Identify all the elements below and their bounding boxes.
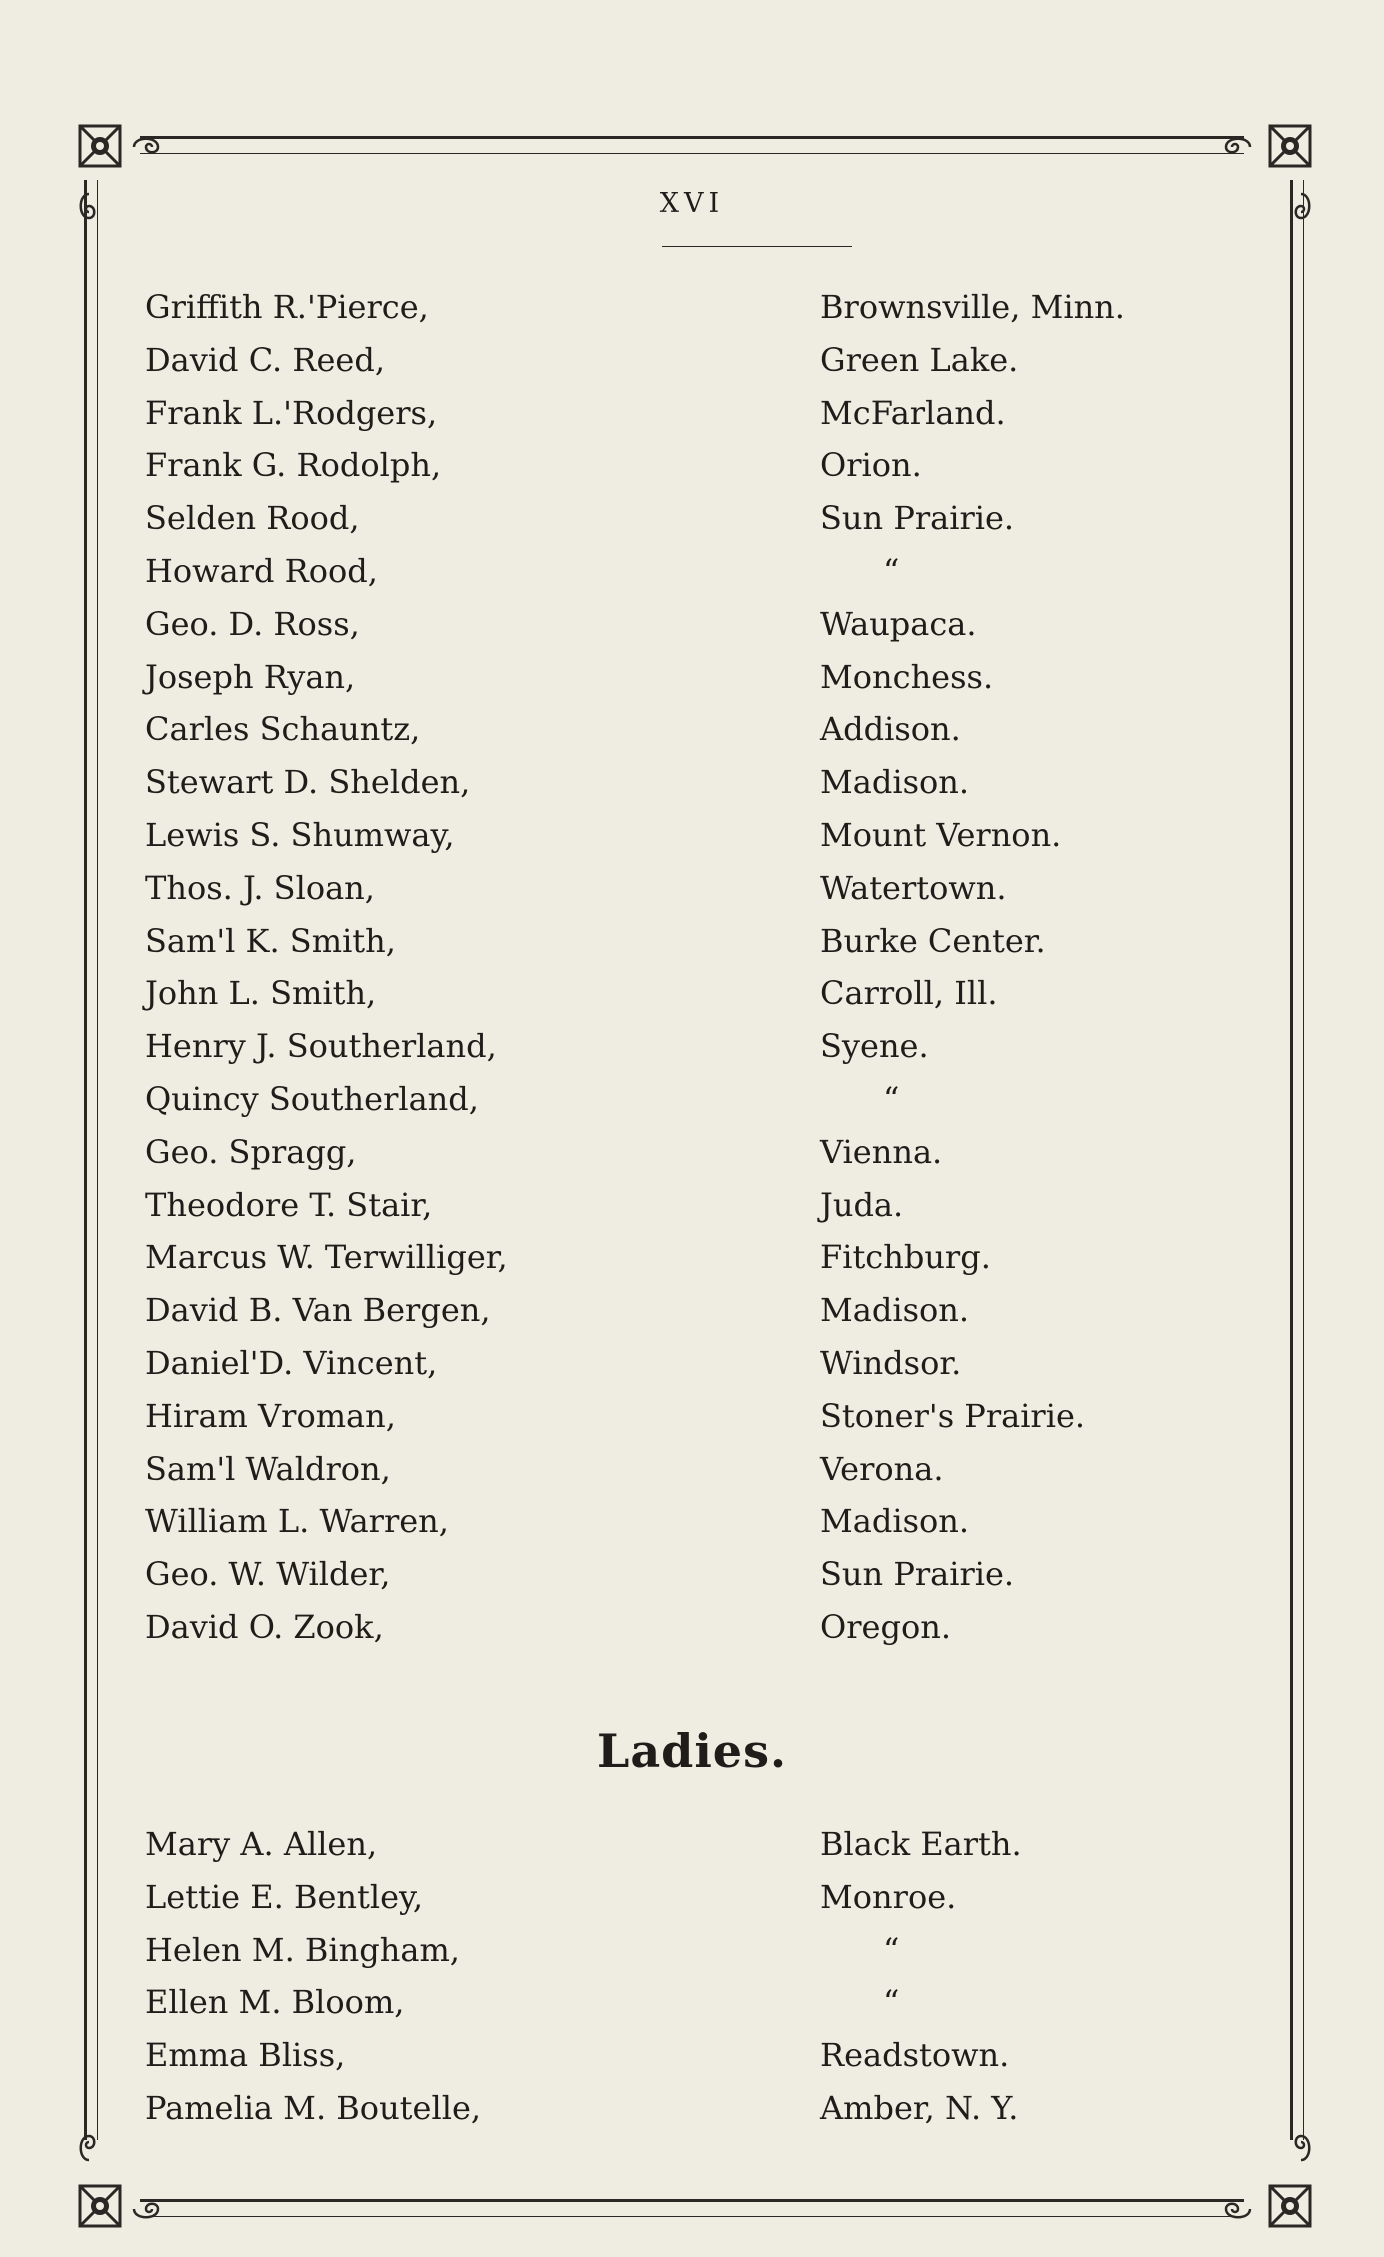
member-residence: Watertown. <box>820 868 1007 907</box>
ditto-mark: “ <box>883 551 900 590</box>
list-item <box>145 1231 1185 1284</box>
member-residence: Madison. <box>820 763 970 802</box>
member-residence: Black Earth. <box>820 1825 1022 1863</box>
list-item <box>145 1020 1185 1073</box>
list-item <box>145 2029 1185 2082</box>
member-residence: Syene. <box>820 1027 929 1066</box>
member-name: Hiram Vroman, <box>145 1396 396 1435</box>
member-name: David O. Zook, <box>145 1607 384 1646</box>
border-top <box>140 136 1244 154</box>
list-item <box>145 1818 1185 1871</box>
member-residence: Juda. <box>820 1185 904 1224</box>
ditto-mark: “ <box>883 1930 900 1969</box>
list-item <box>145 1126 1185 1179</box>
list-item <box>145 1924 1185 1977</box>
list-item <box>145 334 1185 387</box>
list-item <box>145 1601 1185 1654</box>
list-item <box>145 281 1185 334</box>
member-name: David B. Van Bergen, <box>145 1291 491 1330</box>
member-residence: Sun Prairie. <box>820 1555 1015 1594</box>
member-name: Thos. J. Sloan, <box>145 868 375 907</box>
scroll-ornament-icon <box>1284 2130 1318 2164</box>
scroll-ornament-icon <box>130 130 164 164</box>
scroll-ornament-icon <box>1220 2192 1254 2226</box>
page-number: XVI <box>659 188 725 219</box>
list-item <box>145 387 1185 440</box>
ditto-mark: “ <box>883 1079 900 1118</box>
member-name: Sam'l K. Smith, <box>145 921 396 960</box>
member-name: Stewart D. Shelden, <box>145 763 471 802</box>
scroll-ornament-icon <box>1220 130 1254 164</box>
member-name: Mary A. Allen, <box>145 1825 378 1863</box>
list-item <box>145 1976 1185 2029</box>
member-residence: Carroll, Ill. <box>820 974 998 1013</box>
list-item <box>145 492 1185 545</box>
header-rule <box>662 246 852 247</box>
list-item <box>145 915 1185 968</box>
list-item <box>145 862 1185 915</box>
member-name: Ellen M. Bloom, <box>145 1983 405 2022</box>
member-name: John L. Smith, <box>145 974 377 1013</box>
list-item <box>145 1390 1185 1443</box>
member-residence: Monroe. <box>820 1877 957 1916</box>
member-residence: Mount Vernon. <box>820 815 1062 854</box>
member-name: Geo. D. Ross, <box>145 604 360 643</box>
member-residence: McFarland. <box>820 393 1006 432</box>
member-residence: Burke Center. <box>820 921 1046 960</box>
list-item <box>145 545 1185 598</box>
list-item <box>145 651 1185 704</box>
member-residence: Oregon. <box>820 1607 951 1646</box>
member-name: William L. Warren, <box>145 1502 449 1541</box>
member-residence: Madison. <box>820 1502 970 1541</box>
member-name: Quincy Southerland, <box>145 1079 479 1118</box>
member-name: Sam'l Waldron, <box>145 1449 391 1488</box>
member-residence: Amber, N. Y. <box>820 2088 1019 2127</box>
corner-ornament-icon <box>1264 120 1316 172</box>
member-residence: Addison. <box>820 710 961 749</box>
member-name: Pamelia M. Boutelle, <box>145 2088 482 2127</box>
members-list <box>145 281 1185 1654</box>
list-item <box>145 967 1185 1020</box>
list-item <box>145 2082 1185 2135</box>
member-residence: Brownsville, Minn. <box>820 288 1125 326</box>
corner-ornament-icon <box>1264 2180 1316 2232</box>
member-name: Howard Rood, <box>145 551 378 590</box>
member-residence: Readstown. <box>820 2036 1010 2075</box>
member-name: Henry J. Southerland, <box>145 1027 497 1066</box>
member-residence: Green Lake. <box>820 340 1019 379</box>
scroll-ornament-icon <box>130 2192 164 2226</box>
member-name: Geo. W. Wilder, <box>145 1555 391 1594</box>
member-residence: Windsor. <box>820 1343 962 1382</box>
list-item <box>145 809 1185 862</box>
member-residence: Sun Prairie. <box>820 499 1015 538</box>
member-name: Marcus W. Terwilliger, <box>145 1238 508 1277</box>
section-heading-ladies: Ladies. <box>597 1724 787 1778</box>
member-name: Geo. Spragg, <box>145 1132 357 1171</box>
member-residence: Vienna. <box>820 1132 943 1171</box>
member-residence: Monchess. <box>820 657 994 696</box>
member-name: Frank G. Rodolph, <box>145 446 442 485</box>
member-name: Joseph Ryan, <box>145 657 356 696</box>
corner-ornament-icon <box>74 2180 126 2232</box>
border-right <box>1290 180 1304 2140</box>
list-item <box>145 756 1185 809</box>
list-item <box>145 1337 1185 1390</box>
border-left <box>84 180 98 2140</box>
member-name: Emma Bliss, <box>145 2036 346 2075</box>
member-name: Selden Rood, <box>145 499 360 538</box>
member-residence: Madison. <box>820 1291 970 1330</box>
member-name: Lettie E. Bentley, <box>145 1877 424 1916</box>
list-item <box>145 1548 1185 1601</box>
member-residence: Stoner's Prairie. <box>820 1396 1086 1435</box>
member-name: Lewis S. Shumway, <box>145 815 455 854</box>
member-name: Helen M. Bingham, <box>145 1930 460 1969</box>
member-residence: Fitchburg. <box>820 1238 991 1277</box>
member-name: David C. Reed, <box>145 340 386 379</box>
member-residence: Waupaca. <box>820 604 977 643</box>
list-item <box>145 1495 1185 1548</box>
ditto-mark: “ <box>883 1983 900 2022</box>
member-residence: Orion. <box>820 446 922 485</box>
member-name: Frank L.'Rodgers, <box>145 393 438 432</box>
member-name: Carles Schauntz, <box>145 710 421 749</box>
list-item <box>145 703 1185 756</box>
member-name: Griffith R.'Pierce, <box>145 288 429 326</box>
member-name: Theodore T. Stair, <box>145 1185 433 1224</box>
member-residence: Verona. <box>820 1449 944 1488</box>
list-item <box>145 439 1185 492</box>
list-item <box>145 1284 1185 1337</box>
list-item <box>145 1179 1185 1232</box>
border-bottom <box>140 2199 1244 2217</box>
corner-ornament-icon <box>74 120 126 172</box>
member-name: Daniel'D. Vincent, <box>145 1343 438 1382</box>
list-item <box>145 1443 1185 1496</box>
ladies-list <box>145 1818 1185 2135</box>
scroll-ornament-icon <box>72 2130 106 2164</box>
list-item <box>145 1871 1185 1924</box>
list-item <box>145 1073 1185 1126</box>
list-item <box>145 598 1185 651</box>
